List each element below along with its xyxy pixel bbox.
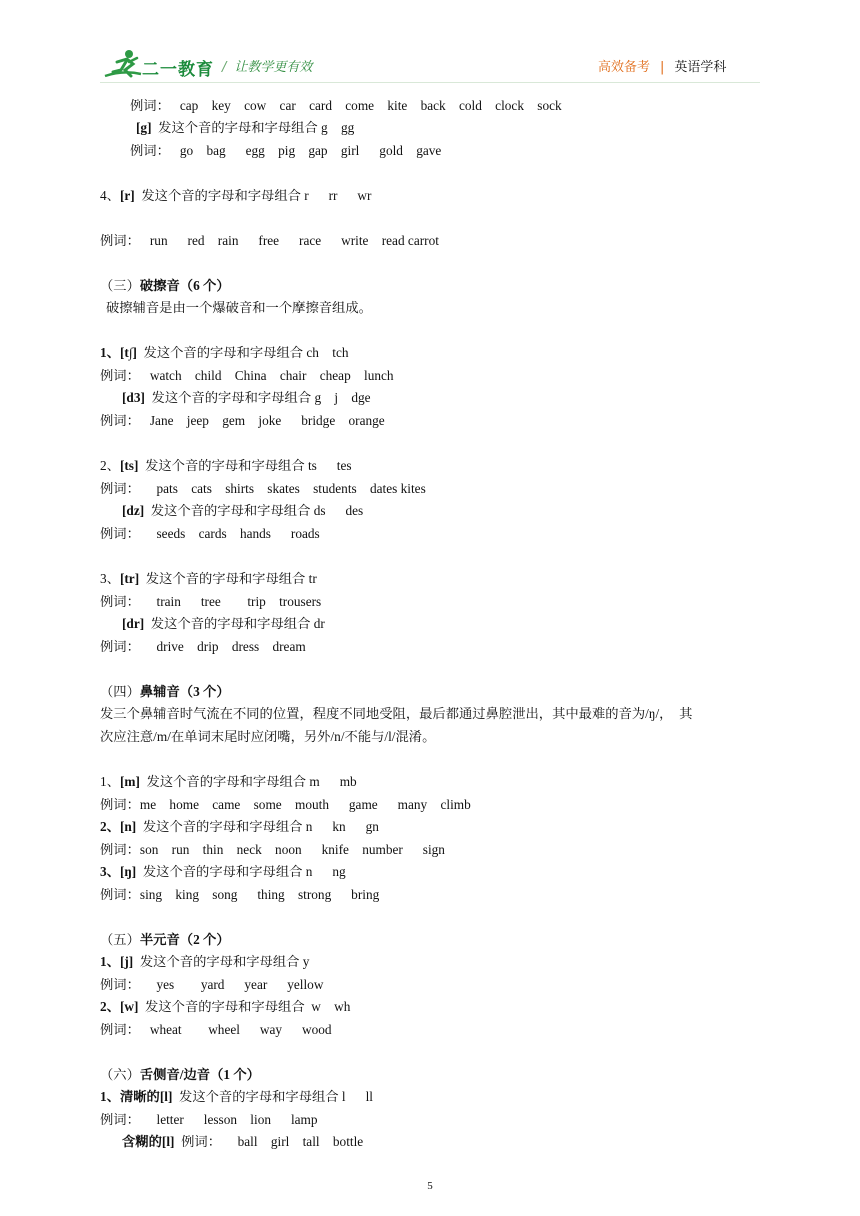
text-line bbox=[100, 977, 323, 993]
text-line bbox=[130, 143, 441, 159]
text-span: 例词： Jane jeep gem joke bridge orange bbox=[100, 413, 385, 428]
text-span: 例词： watch child China chair cheap lunch bbox=[100, 368, 394, 383]
text-line bbox=[100, 797, 471, 813]
text-span: 3、 bbox=[100, 571, 120, 586]
text-line bbox=[100, 233, 439, 249]
text-line bbox=[122, 503, 363, 519]
header-separator: | bbox=[660, 60, 665, 75]
text-line bbox=[100, 458, 352, 474]
bold-text: [d3] bbox=[122, 390, 145, 405]
text-line bbox=[100, 774, 357, 790]
text-span: 例词： run red rain free race write read carrot bbox=[100, 233, 439, 248]
text-line bbox=[100, 571, 317, 587]
text-span: 发这个音的字母和字母组合 g j dge bbox=[144, 390, 371, 405]
bold-text: [tr] bbox=[119, 571, 140, 586]
bold-text: [dz] bbox=[122, 503, 145, 518]
text-line bbox=[100, 188, 371, 204]
text-line bbox=[100, 639, 306, 655]
text-span: 2、 bbox=[100, 458, 120, 473]
text-span: 发这个音的字母和字母组合 n kn gn bbox=[136, 819, 379, 834]
text-span: 发这个音的字母和字母组合 y bbox=[133, 954, 310, 969]
text-span: 例词： cap key cow car card come kite back cold clock sock bbox=[130, 98, 562, 113]
bold-text: [m] bbox=[119, 774, 140, 789]
subject-label: 英语学科 bbox=[674, 60, 727, 75]
text-span: 发三个鼻辅音时气流在不同的位置，程度不同地受阻，最后都通过鼻腔泄出，其中最难的音为/ŋ/， 其 bbox=[100, 706, 693, 721]
text-span: 破擦辅音是由一个爆破音和一个摩擦音组成。 bbox=[106, 300, 372, 315]
text-span: 1、 bbox=[100, 774, 120, 789]
text-line bbox=[130, 98, 562, 114]
text-span: 发这个音的字母和字母组合 ts tes bbox=[138, 458, 352, 473]
text-span: （六） bbox=[100, 1067, 140, 1082]
text-span: 例词：sing king song thing strong bring bbox=[100, 887, 380, 902]
text-span: 发这个音的字母和字母组合 n ng bbox=[136, 864, 346, 879]
text-line bbox=[100, 1022, 332, 1038]
text-span: 例词： pats cats shirts skates students dates kites bbox=[100, 481, 426, 496]
bold-text: 2、[w] bbox=[100, 999, 139, 1014]
text-span: 例词： go bag egg pig gap girl gold gave bbox=[130, 143, 442, 158]
text-span: 发这个音的字母和字母组合 tr bbox=[139, 571, 317, 586]
text-line bbox=[100, 999, 350, 1015]
text-span: 例词： train tree trip trousers bbox=[100, 594, 322, 609]
text-line bbox=[122, 1134, 363, 1150]
bold-text: 半元音（2 个） bbox=[139, 932, 230, 947]
bold-text: [g] bbox=[136, 120, 152, 135]
bold-text: 舌侧音/边音（1 个） bbox=[139, 1067, 260, 1082]
text-span: 例词：me home came some mouth game many climb bbox=[100, 797, 471, 812]
text-span: 发这个音的字母和字母组合 r rr wr bbox=[134, 188, 372, 203]
text-line bbox=[100, 954, 309, 970]
bold-text: 1、[j] bbox=[100, 954, 134, 969]
text-line bbox=[100, 594, 321, 610]
text-line bbox=[100, 684, 230, 700]
brand-name: 二一教育 bbox=[142, 60, 214, 80]
text-span: 发这个音的字母和字母组合 l ll bbox=[172, 1089, 373, 1104]
page-header bbox=[0, 0, 860, 88]
bold-text: 鼻辅音（3 个） bbox=[139, 684, 230, 699]
text-line bbox=[100, 1089, 373, 1105]
text-span: 发这个音的字母和字母组合 ds des bbox=[144, 503, 364, 518]
text-span: 发这个音的字母和字母组合 ch tch bbox=[136, 345, 349, 360]
text-line bbox=[136, 120, 354, 136]
text-span: 例词： drive drip dress dream bbox=[100, 639, 306, 654]
slogan-text: 让教学更有效 bbox=[234, 60, 313, 75]
bold-text: [dr] bbox=[122, 616, 145, 631]
text-span: 例词： letter lesson lion lamp bbox=[100, 1112, 318, 1127]
bold-text: 1、清晰的[l] bbox=[100, 1089, 173, 1104]
text-span: 例词： seeds cards hands roads bbox=[100, 526, 320, 541]
text-line bbox=[100, 932, 230, 948]
text-line bbox=[100, 345, 349, 361]
text-line bbox=[100, 819, 379, 835]
text-span: 例词：son run thin neck noon knife number sign bbox=[100, 842, 445, 857]
text-line bbox=[122, 616, 325, 632]
bold-text: [ts] bbox=[119, 458, 139, 473]
page-number: 5 bbox=[427, 1180, 433, 1192]
text-line bbox=[100, 842, 445, 858]
text-line bbox=[122, 390, 371, 406]
text-line bbox=[106, 300, 372, 316]
text-span: 例词： yes yard year yellow bbox=[100, 977, 324, 992]
text-span: 例词： wheat wheel way wood bbox=[100, 1022, 332, 1037]
text-line bbox=[100, 1112, 318, 1128]
header-right bbox=[598, 56, 726, 75]
text-line bbox=[100, 413, 385, 429]
text-span: 例词： ball girl tall bottle bbox=[174, 1134, 364, 1149]
text-line bbox=[100, 729, 435, 745]
text-span: 发这个音的字母和字母组合 w wh bbox=[138, 999, 351, 1014]
bold-text: 3、[ŋ] bbox=[100, 864, 137, 879]
text-line bbox=[100, 1067, 260, 1083]
text-span: 发这个音的字母和字母组合 m mb bbox=[139, 774, 357, 789]
text-line bbox=[100, 887, 379, 903]
bold-text: 含糊的[l] bbox=[122, 1134, 175, 1149]
bold-text: 1、[t∫] bbox=[100, 345, 137, 360]
text-span: 次应注意/m/在单词末尾时应闭嘴，另外/n/不能与/l/混淆。 bbox=[100, 729, 436, 744]
bold-text: [r] bbox=[119, 188, 135, 203]
text-span: 4、 bbox=[100, 188, 120, 203]
text-line bbox=[100, 864, 346, 880]
text-line bbox=[100, 526, 320, 542]
text-span: 发这个音的字母和字母组合 g gg bbox=[151, 120, 355, 135]
text-line bbox=[100, 278, 230, 294]
text-line bbox=[100, 481, 426, 497]
exam-prep-label: 高效备考 bbox=[598, 60, 651, 75]
text-line bbox=[100, 706, 692, 722]
bold-text: 2、[n] bbox=[100, 819, 137, 834]
slogan: / 让教学更有效 bbox=[222, 60, 313, 75]
text-span: （三） bbox=[100, 278, 140, 293]
text-line bbox=[100, 368, 394, 384]
text-span: （五） bbox=[100, 932, 140, 947]
text-span: 发这个音的字母和字母组合 dr bbox=[144, 616, 325, 631]
text-span: （四） bbox=[100, 684, 140, 699]
header-divider bbox=[100, 82, 760, 83]
bold-text: 破擦音（6 个） bbox=[139, 278, 230, 293]
